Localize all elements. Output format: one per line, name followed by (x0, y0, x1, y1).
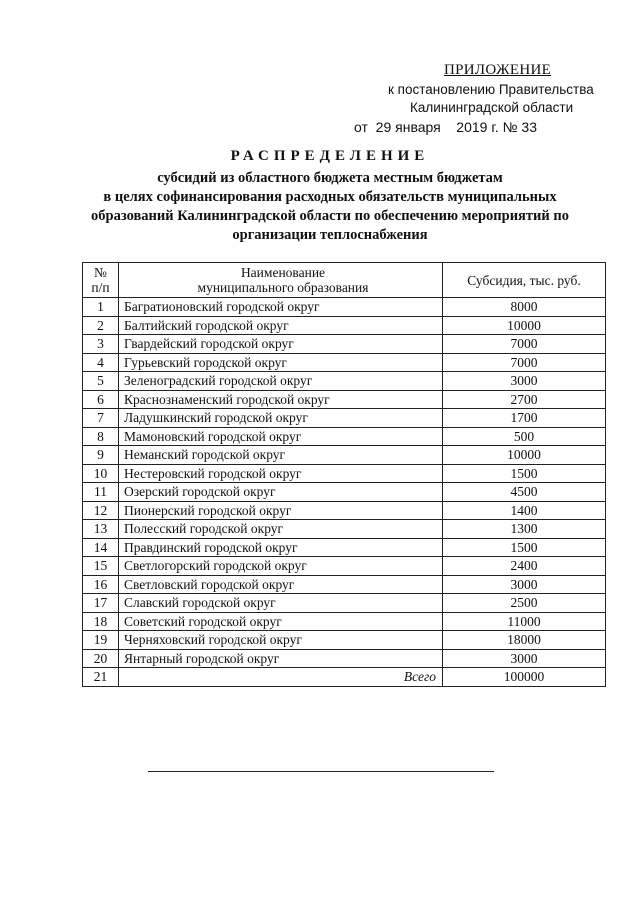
table-row (83, 538, 606, 557)
row-subsidy: 500 (443, 427, 606, 446)
row-subsidy: 11000 (443, 612, 606, 631)
table-row (83, 353, 606, 372)
heading-line: в целях софинансирования расходных обязательств муниципальных (103, 189, 557, 205)
row-municipality: Мамоновский городской округ (119, 427, 443, 446)
row-subsidy: 7000 (443, 353, 606, 372)
row-number: 2 (83, 316, 119, 335)
row-subsidy: 1400 (443, 501, 606, 520)
row-subsidy: 18000 (443, 631, 606, 650)
table-row (83, 575, 606, 594)
row-municipality: Правдинский городской округ (119, 538, 443, 557)
row-number: 20 (83, 649, 119, 668)
bottom-divider (148, 771, 494, 772)
table-header-row (83, 263, 606, 298)
resolution-number: № 33 (502, 119, 537, 135)
row-number: 18 (83, 612, 119, 631)
row-number: 17 (83, 594, 119, 613)
row-number: 14 (83, 538, 119, 557)
row-municipality: Гурьевский городской округ (119, 353, 443, 372)
total-subsidy: 100000 (443, 668, 606, 687)
row-municipality: Светловский городской округ (119, 575, 443, 594)
row-municipality: Ладушкинский городской округ (119, 409, 443, 428)
row-municipality: Неманский городской округ (119, 446, 443, 465)
row-municipality: Советский городской округ (119, 612, 443, 631)
table-row (83, 409, 606, 428)
row-subsidy: 1300 (443, 520, 606, 539)
row-municipality: Янтарный городской округ (119, 649, 443, 668)
row-subsidy: 3000 (443, 372, 606, 391)
row-subsidy: 2500 (443, 594, 606, 613)
row-municipality: Озерский городской округ (119, 483, 443, 502)
table-row (83, 464, 606, 483)
row-subsidy: 1700 (443, 409, 606, 428)
row-municipality: Черняховский городской округ (119, 631, 443, 650)
row-number: 4 (83, 353, 119, 372)
table-row (83, 557, 606, 576)
header-number-line1: № (94, 265, 107, 280)
row-subsidy: 10000 (443, 316, 606, 335)
row-municipality: Славский городской округ (119, 594, 443, 613)
document-title: РАСПРЕДЕЛЕНИЕ (230, 148, 430, 164)
row-number: 19 (83, 631, 119, 650)
row-municipality: Гвардейский городской округ (119, 335, 443, 354)
header-name-line1: Наименование (240, 265, 326, 280)
header-subsidy: Субсидия, тыс. руб. (443, 263, 606, 298)
row-number: 15 (83, 557, 119, 576)
row-subsidy: 3000 (443, 575, 606, 594)
header-number-line2: п/п (91, 280, 110, 295)
row-municipality: Пионерский городской округ (119, 501, 443, 520)
row-number: 7 (83, 409, 119, 428)
row-municipality: Краснознаменский городской округ (119, 390, 443, 409)
date-value: 29 января (375, 119, 441, 135)
row-number: 8 (83, 427, 119, 446)
row-subsidy: 7000 (443, 335, 606, 354)
row-number: 12 (83, 501, 119, 520)
row-number: 11 (83, 483, 119, 502)
appendix-date-line (354, 119, 537, 135)
row-municipality: Светлогорский городской округ (119, 557, 443, 576)
subsidy-table (82, 262, 606, 687)
row-number: 1 (83, 298, 119, 317)
table-row (83, 390, 606, 409)
row-number: 16 (83, 575, 119, 594)
table-row (83, 631, 606, 650)
appendix-resolution-line: к постановлению Правительства (388, 82, 594, 97)
table-row (83, 372, 606, 391)
row-number: 5 (83, 372, 119, 391)
date-year: 2019 г. (456, 119, 499, 135)
row-subsidy: 4500 (443, 483, 606, 502)
heading-line: организации теплоснабжения (232, 227, 428, 243)
date-prefix: от (354, 119, 368, 135)
table-row (83, 335, 606, 354)
table-row (83, 501, 606, 520)
row-subsidy: 10000 (443, 446, 606, 465)
row-number: 13 (83, 520, 119, 539)
heading-line: субсидий из областного бюджета местным бюджетам (157, 170, 503, 186)
table-row (83, 594, 606, 613)
row-municipality: Зеленоградский городской округ (119, 372, 443, 391)
row-number: 9 (83, 446, 119, 465)
table-row (83, 520, 606, 539)
row-subsidy: 2400 (443, 557, 606, 576)
table-row (83, 612, 606, 631)
heading-line: образований Калининградской области по обеспечению мероприятий по (91, 208, 569, 224)
row-municipality: Полесский городской округ (119, 520, 443, 539)
table-row (83, 316, 606, 335)
row-subsidy: 2700 (443, 390, 606, 409)
row-number: 10 (83, 464, 119, 483)
row-municipality: Балтийский городской округ (119, 316, 443, 335)
row-municipality: Багратионовский городской округ (119, 298, 443, 317)
row-subsidy: 1500 (443, 538, 606, 557)
row-municipality: Нестеровский городской округ (119, 464, 443, 483)
table-row (83, 427, 606, 446)
row-subsidy: 1500 (443, 464, 606, 483)
row-number: 6 (83, 390, 119, 409)
total-number: 21 (83, 668, 119, 687)
table-row (83, 649, 606, 668)
total-label: Всего (119, 668, 443, 687)
row-subsidy: 3000 (443, 649, 606, 668)
total-row (83, 668, 606, 687)
table-row (83, 298, 606, 317)
table-row (83, 446, 606, 465)
header-number (83, 263, 119, 298)
header-name (119, 263, 443, 298)
row-subsidy: 8000 (443, 298, 606, 317)
header-name-line2: муниципального образования (197, 280, 369, 295)
appendix-title: ПРИЛОЖЕНИЕ (444, 62, 552, 78)
appendix-region-line: Калининградской области (410, 100, 574, 115)
document-heading (70, 148, 590, 245)
row-number: 3 (83, 335, 119, 354)
table-row (83, 483, 606, 502)
